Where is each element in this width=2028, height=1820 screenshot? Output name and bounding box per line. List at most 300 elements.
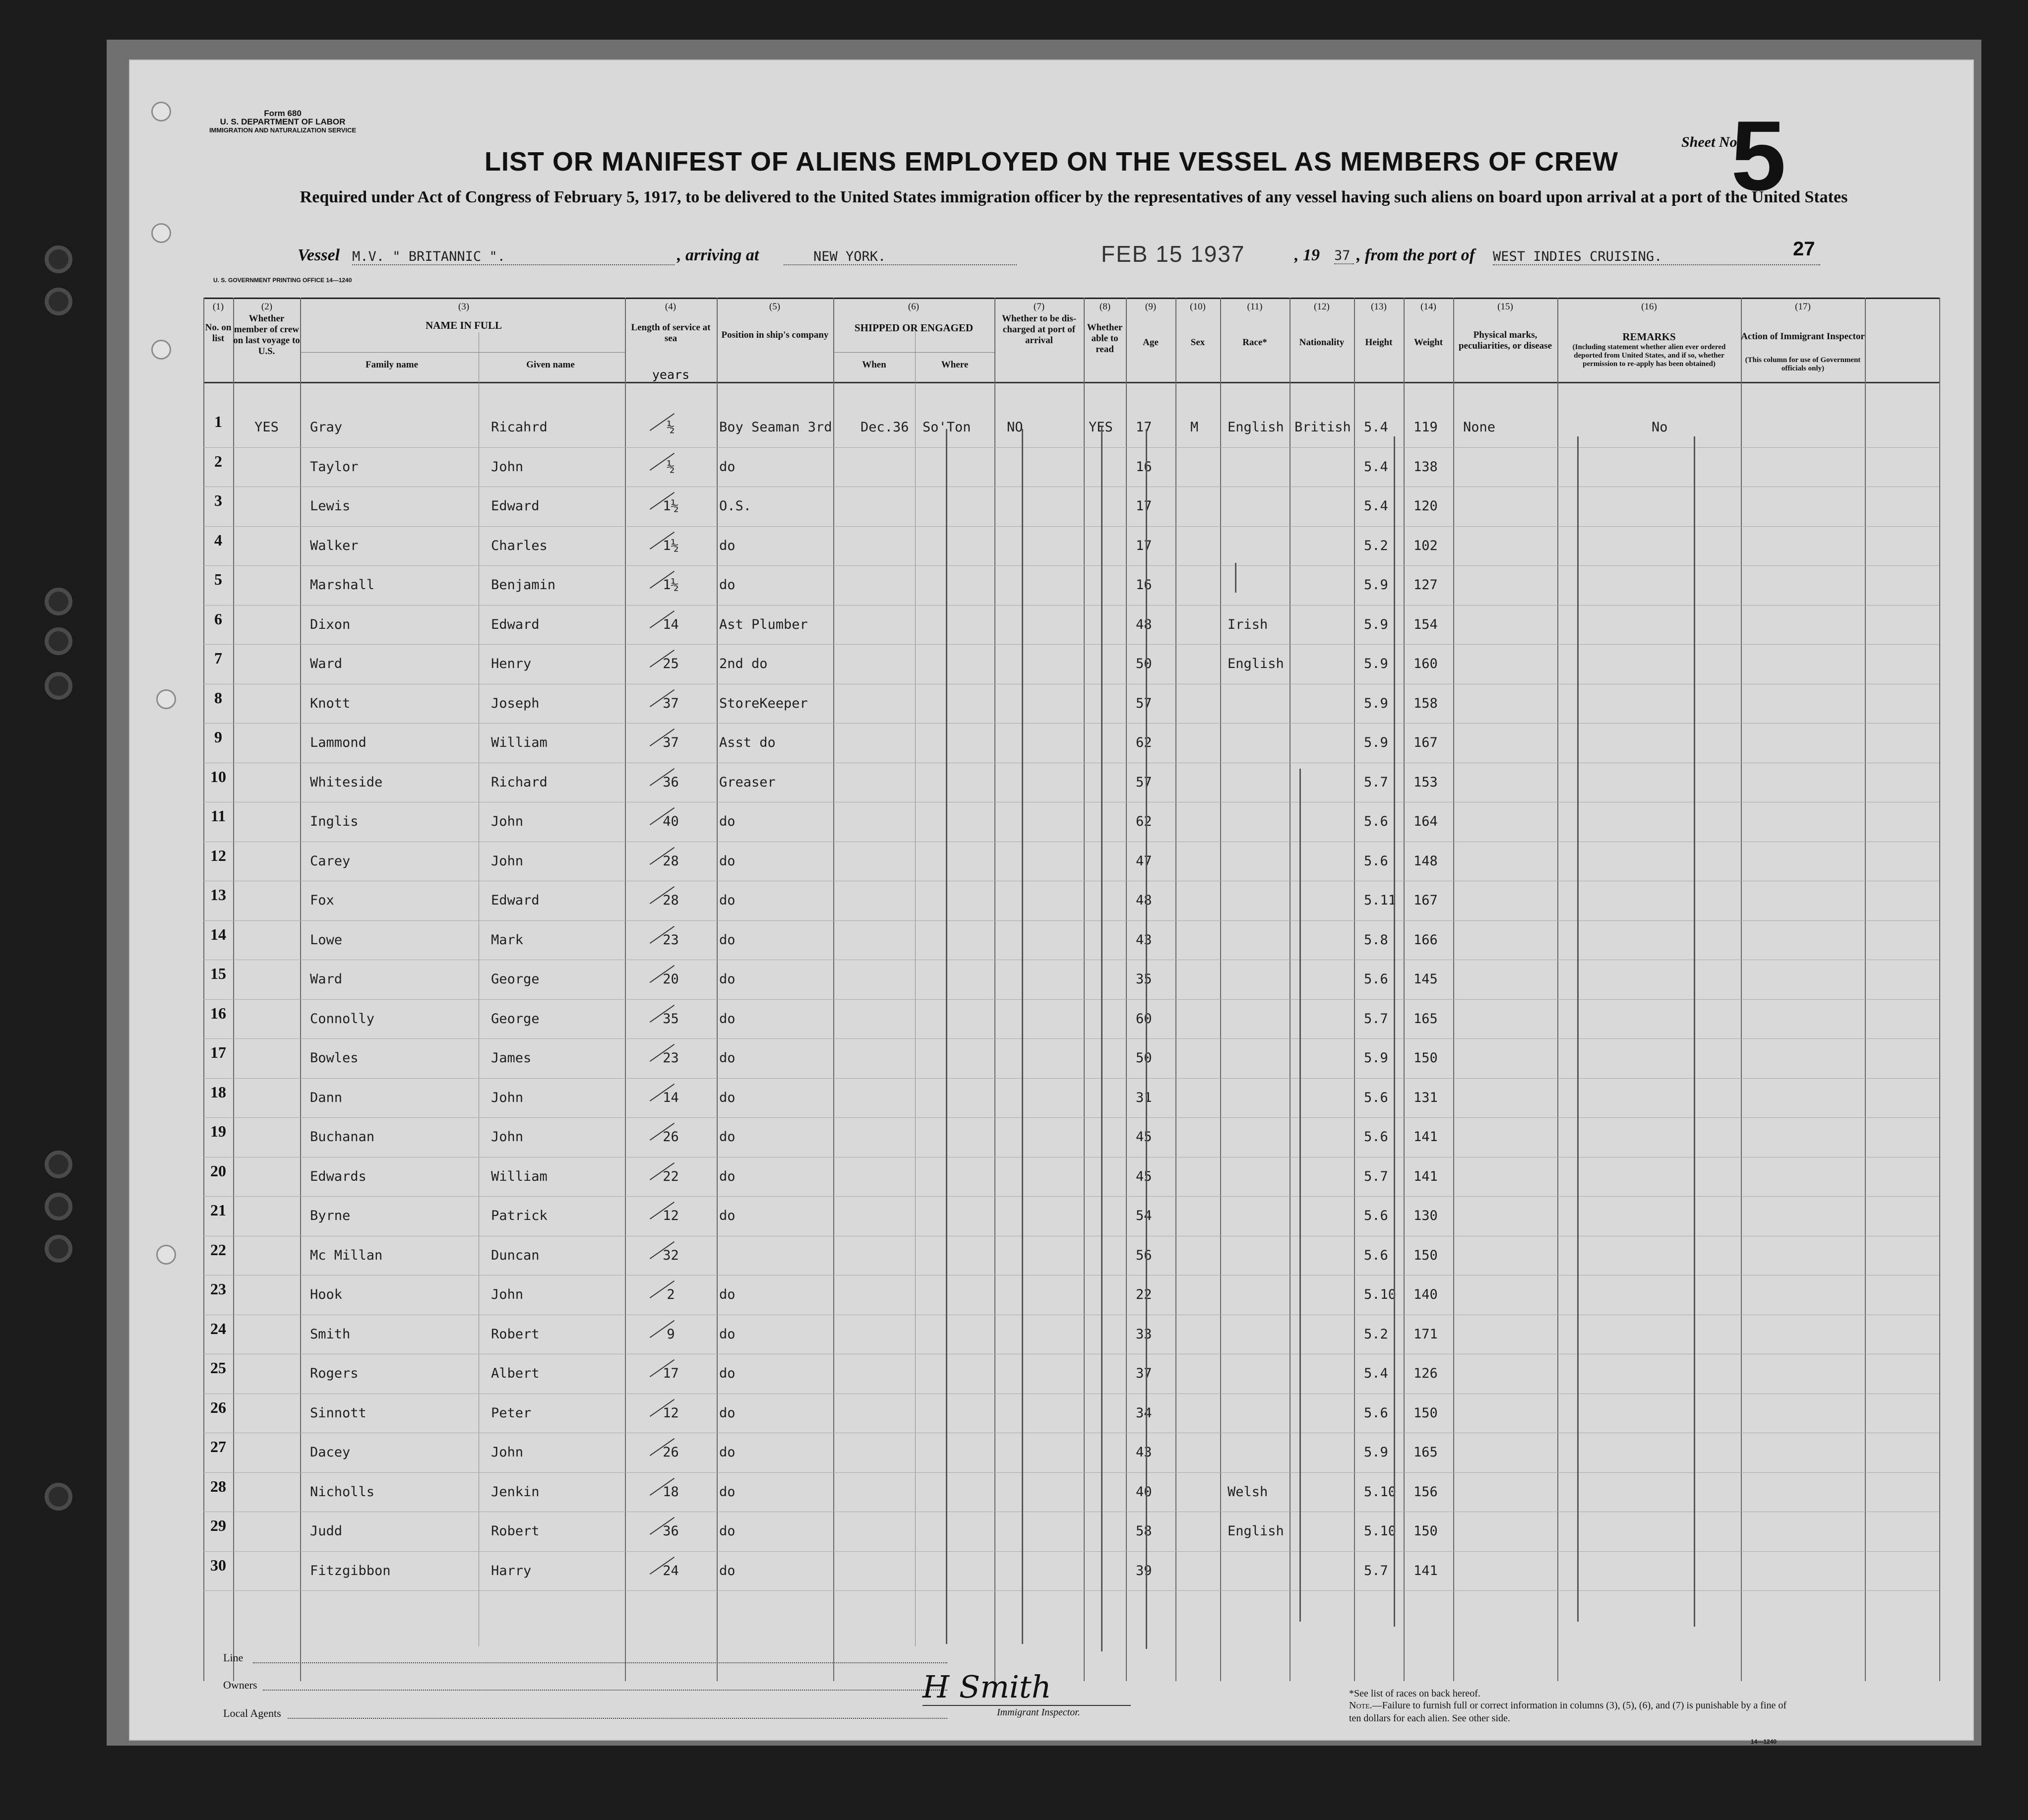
cell-family: Ward (310, 971, 343, 987)
cell-sex: M (1190, 420, 1199, 435)
cell-service: 24 (663, 1563, 679, 1578)
cell-given: Benjamin (491, 577, 556, 593)
cell-family: Mc Millan (310, 1247, 383, 1263)
header-subrule (300, 352, 625, 353)
cell-service: 1½ (663, 538, 679, 553)
header-c4-unit: years (652, 367, 690, 382)
cell-given: Joseph (491, 695, 540, 711)
row-number: 4 (214, 531, 222, 549)
header-c3: NAME IN FULL (425, 319, 502, 331)
column-number: (17) (1795, 302, 1811, 312)
cell-given: William (491, 1168, 548, 1184)
cell-where: So'Ton (922, 420, 971, 435)
column-number: (5) (769, 302, 781, 312)
cell-family: Knott (310, 695, 351, 711)
cell-age: 57 (1136, 695, 1152, 711)
cell-position: do (719, 1326, 736, 1342)
cell-given: Charles (491, 538, 548, 553)
cell-position: do (719, 814, 736, 829)
table-row (129, 649, 1974, 689)
cell-weight: 167 (1413, 735, 1438, 750)
row-number: 13 (210, 886, 226, 904)
cell-height: 5.9 (1364, 616, 1388, 632)
table-row (129, 1438, 1974, 1477)
cell-age: 37 (1136, 1366, 1152, 1381)
row-number: 29 (210, 1517, 226, 1534)
table-row (129, 768, 1974, 807)
cell-service: ½ (667, 459, 675, 475)
cell-given: Mark (491, 932, 524, 948)
cell-age: 60 (1136, 1011, 1152, 1027)
page-subtitle: Required under Act of Congress of February 5, 1917, to be delivered to the United States immigration officer by the representatives of any vessel having such aliens on board upon arrival at a port of the United States (300, 188, 1848, 206)
cell-when: Dec.36 (860, 420, 909, 435)
row-number: 8 (214, 688, 222, 707)
cell-weight: 150 (1413, 1247, 1438, 1263)
cell-service: 1½ (663, 498, 679, 514)
cell-service: 25 (663, 656, 679, 671)
header-c9: Age (1143, 337, 1159, 348)
cell-race: Irish (1228, 616, 1268, 632)
cell-family: Connolly (310, 1011, 375, 1027)
cell-given: Henry (491, 656, 532, 671)
cell-weight: 150 (1413, 1405, 1438, 1421)
cell-race: English (1228, 420, 1284, 435)
cell-height: 5.9 (1364, 1445, 1388, 1460)
cell-given: John (491, 1090, 524, 1105)
cell-given: Duncan (491, 1247, 540, 1263)
cell-service: 23 (663, 1050, 679, 1066)
cell-weight: 102 (1413, 538, 1438, 553)
cell-family: Dacey (310, 1445, 351, 1460)
cell-weight: 165 (1413, 1445, 1438, 1460)
arrival-port: NEW YORK. (784, 249, 1017, 265)
cell-age: 45 (1136, 1129, 1152, 1145)
cell-weight: 156 (1413, 1484, 1438, 1500)
form-number: Form 680 (264, 109, 302, 118)
ditto-line (1022, 429, 1023, 1644)
cell-weight: 127 (1413, 577, 1438, 593)
column-number: (13) (1371, 302, 1387, 312)
cell-family: Bowles (310, 1050, 359, 1066)
cell-marks: None (1463, 420, 1496, 435)
note-label: Note. (1349, 1700, 1372, 1711)
cell-weight: 165 (1413, 1011, 1438, 1027)
cell-age: 40 (1136, 1484, 1152, 1500)
cell-family: Judd (310, 1523, 343, 1539)
header-c2: Whether member of crew on last voyage to U.S. (233, 313, 300, 357)
cell-position: do (719, 459, 736, 475)
cell-height: 5.6 (1364, 1129, 1388, 1145)
races-note: *See list of races on back hereof. (1349, 1688, 1480, 1699)
table-row (129, 1359, 1974, 1398)
row-number: 18 (210, 1083, 226, 1101)
table-row (129, 1043, 1974, 1083)
table-row (129, 1477, 1974, 1517)
cell-given: George (491, 1011, 540, 1027)
cell-age: 16 (1136, 459, 1152, 475)
sheet-number-label: Sheet No. (1681, 134, 1741, 150)
table-row (129, 965, 1974, 1004)
cell-height: 5.4 (1364, 420, 1388, 435)
line-field (253, 1662, 947, 1663)
row-number: 2 (214, 452, 222, 470)
cell-height: 5.9 (1364, 577, 1388, 593)
row-number: 6 (214, 609, 222, 628)
cell-height: 5.6 (1364, 1208, 1388, 1223)
cell-family: Whiteside (310, 774, 383, 790)
cell-height: 5.11 (1364, 893, 1397, 908)
row-number: 16 (210, 1004, 226, 1022)
row-number: 1 (214, 413, 222, 430)
cell-age: 54 (1136, 1208, 1152, 1223)
header-c3b: Given name (526, 360, 575, 370)
table-row (129, 1004, 1974, 1044)
page-title: LIST OR MANIFEST OF ALIENS EMPLOYED ON THE VESSEL AS MEMBERS OF CREW (484, 147, 1619, 177)
table-row (129, 413, 1974, 452)
cell-position: do (719, 1050, 736, 1066)
owners-label: Owners (223, 1679, 257, 1691)
cell-service: 12 (663, 1405, 679, 1421)
row-number: 15 (210, 965, 226, 982)
cell-given: John (491, 1445, 524, 1460)
header-c6a: When (862, 360, 886, 370)
cell-height: 5.6 (1364, 814, 1388, 829)
cell-height: 5.6 (1364, 1405, 1388, 1421)
fine-note (1349, 1699, 1795, 1725)
table-row (129, 452, 1974, 492)
column-number: (3) (458, 302, 470, 312)
cell-weight: 154 (1413, 616, 1438, 632)
cell-service: 40 (663, 814, 679, 829)
cell-weight: 150 (1413, 1523, 1438, 1539)
column-number: (16) (1641, 302, 1657, 312)
column-number: (11) (1247, 302, 1263, 312)
cell-service: 26 (663, 1129, 679, 1145)
cell-weight: 166 (1413, 932, 1438, 948)
cell-weight: 131 (1413, 1090, 1438, 1105)
cell-discharged: NO (1007, 420, 1023, 435)
cell-given: Robert (491, 1326, 540, 1342)
cell-position: Asst do (719, 735, 776, 750)
cell-position: do (719, 893, 736, 908)
cell-position: do (719, 1445, 736, 1460)
cell-family: Ward (310, 656, 343, 671)
cell-height: 5.10 (1364, 1523, 1397, 1539)
binder-ring (45, 1235, 72, 1263)
column-number: (14) (1420, 302, 1436, 312)
print-code: 14—1240 (1751, 1738, 1777, 1745)
vessel-line (298, 243, 1785, 273)
cell-service: 37 (663, 735, 679, 750)
printing-office-line: U. S. GOVERNMENT PRINTING OFFICE 14—1240 (213, 277, 352, 284)
cell-position: 2nd do (719, 656, 768, 671)
header-c11: Race* (1242, 337, 1267, 348)
cell-given: Edward (491, 616, 540, 632)
cell-position: do (719, 1563, 736, 1578)
cell-given: William (491, 735, 548, 750)
cell-service: 18 (663, 1484, 679, 1500)
cell-age: 22 (1136, 1287, 1152, 1302)
cell-position: Boy Seaman 3rd (719, 420, 832, 435)
cell-given: James (491, 1050, 532, 1066)
cell-last: YES (254, 420, 279, 435)
cell-height: 5.9 (1364, 735, 1388, 750)
cell-family: Walker (310, 538, 359, 553)
cell-age: 35 (1136, 971, 1152, 987)
header-c17-note: (This column for use of Government officials only) (1745, 356, 1861, 372)
column-number: (4) (665, 302, 676, 312)
cell-given: John (491, 1129, 524, 1145)
cell-family: Taylor (310, 459, 359, 475)
table-row (129, 728, 1974, 768)
manifest-sheet (129, 60, 1974, 1745)
cell-service: 37 (663, 695, 679, 711)
cell-race: English (1228, 656, 1284, 671)
row-number: 12 (210, 846, 226, 864)
cell-family: Marshall (310, 577, 375, 593)
table-row (129, 1083, 1974, 1123)
row-number: 21 (210, 1201, 226, 1219)
column-number: (9) (1145, 302, 1157, 312)
punch-hole (151, 102, 171, 121)
cell-position: do (719, 932, 736, 948)
row-number: 22 (210, 1240, 226, 1259)
signature-rule (922, 1705, 1131, 1706)
cell-position: do (719, 538, 736, 553)
binder-ring (45, 627, 72, 655)
cell-family: Fox (310, 893, 334, 908)
binder-ring (45, 245, 72, 273)
inspector-label: Immigrant Inspector. (997, 1707, 1080, 1718)
cell-height: 5.6 (1364, 1090, 1388, 1105)
cell-given: Edward (491, 498, 540, 514)
cell-weight: 126 (1413, 1366, 1438, 1381)
cell-service: 12 (663, 1208, 679, 1223)
row-number: 24 (210, 1319, 226, 1337)
cell-read: YES (1089, 420, 1113, 435)
cell-service: 35 (663, 1011, 679, 1027)
cell-family: Hook (310, 1287, 343, 1302)
cell-service: 14 (663, 616, 679, 632)
cell-height: 5.7 (1364, 1168, 1388, 1184)
header-c6: SHIPPED OR ENGAGED (854, 322, 974, 334)
table-row (129, 1320, 1974, 1359)
cell-height: 5.2 (1364, 538, 1388, 553)
ditto-line (1101, 426, 1103, 1651)
cell-weight: 150 (1413, 1050, 1438, 1066)
cell-age: 16 (1136, 577, 1152, 593)
cell-nationality: British (1294, 420, 1351, 435)
column-number: (10) (1190, 302, 1206, 312)
header-c17: Action of Immigrant Inspector (1741, 331, 1865, 342)
cell-weight: 164 (1413, 814, 1438, 829)
column-number: (7) (1033, 302, 1045, 312)
header-c16: REMARKS (1622, 331, 1676, 343)
cell-given: Harry (491, 1563, 532, 1578)
table-row (129, 1162, 1974, 1202)
cell-position: do (719, 1208, 736, 1223)
cell-given: Edward (491, 893, 540, 908)
ditto-line (1394, 436, 1395, 1627)
cell-service: 28 (663, 853, 679, 869)
cell-height: 5.4 (1364, 1366, 1388, 1381)
cell-family: Lowe (310, 932, 343, 948)
agents-field (288, 1718, 947, 1719)
binder-ring (45, 588, 72, 615)
binder-ring (45, 288, 72, 315)
column-number: (6) (908, 302, 920, 312)
cell-position: do (719, 1366, 736, 1381)
cell-age: 50 (1136, 656, 1152, 671)
cell-age: 34 (1136, 1405, 1152, 1421)
row-number: 27 (210, 1438, 226, 1456)
cell-weight: 130 (1413, 1208, 1438, 1223)
cell-family: Gray (310, 420, 343, 435)
cell-given: George (491, 971, 540, 987)
cell-given: Patrick (491, 1208, 548, 1223)
arrival-date-stamp: FEB 15 1937 (1101, 241, 1245, 267)
cell-given: Ricahrd (491, 420, 548, 435)
cell-service: 26 (663, 1445, 679, 1460)
arriving-label: , arriving at (677, 246, 759, 264)
cell-given: Jenkin (491, 1484, 540, 1500)
cell-position: do (719, 971, 736, 987)
ditto-line (1694, 436, 1695, 1627)
cell-weight: 141 (1413, 1168, 1438, 1184)
cell-position: do (719, 1168, 736, 1184)
cell-given: Richard (491, 774, 548, 790)
cell-service: 9 (667, 1326, 675, 1342)
cell-position: StoreKeeper (719, 695, 808, 711)
cell-family: Edwards (310, 1168, 367, 1184)
row-number: 26 (210, 1398, 226, 1416)
cell-weight: 140 (1413, 1287, 1438, 1302)
header-c6b: Where (941, 360, 969, 370)
cell-service: ½ (667, 420, 675, 435)
binder-ring (45, 1151, 72, 1178)
cell-age: 45 (1136, 1168, 1152, 1184)
vessel-name: M.V. " BRITANNIC ". (352, 249, 675, 265)
line-label: Line (223, 1651, 244, 1664)
header-c10: Sex (1190, 337, 1205, 348)
cell-given: Robert (491, 1523, 540, 1539)
cell-position: do (719, 1129, 736, 1145)
cell-age: 17 (1136, 498, 1152, 514)
cell-position: do (719, 1090, 736, 1105)
cell-weight: 141 (1413, 1563, 1438, 1578)
cell-age: 33 (1136, 1326, 1152, 1342)
header-c1: No. on list (205, 322, 232, 344)
cell-age: 39 (1136, 1563, 1152, 1578)
cell-family: Rogers (310, 1366, 359, 1381)
header-c14: Weight (1413, 337, 1443, 348)
cell-service: 17 (663, 1366, 679, 1381)
cell-given: Albert (491, 1366, 540, 1381)
cell-age: 62 (1136, 735, 1152, 750)
column-number: (8) (1099, 302, 1111, 312)
table-row (129, 531, 1974, 571)
cell-age: 50 (1136, 1050, 1152, 1066)
row-number: 28 (210, 1477, 226, 1495)
cell-service: 36 (663, 1523, 679, 1539)
cell-given: John (491, 459, 524, 475)
header-c8: Whether able to read (1087, 322, 1123, 355)
cell-family: Dixon (310, 616, 351, 632)
owners-field (263, 1690, 947, 1691)
cell-service: 36 (663, 774, 679, 790)
cell-service: 32 (663, 1247, 679, 1263)
cell-family: Inglis (310, 814, 359, 829)
sheet-number: 5 (1731, 101, 1786, 211)
cell-given: John (491, 1287, 524, 1302)
cell-age: 58 (1136, 1523, 1152, 1539)
cell-family: Fitzgibbon (310, 1563, 391, 1578)
ditto-line (1577, 436, 1579, 1622)
cell-weight: 120 (1413, 498, 1438, 514)
column-number: (12) (1314, 302, 1330, 312)
cell-weight: 141 (1413, 1129, 1438, 1145)
header-rule (203, 382, 1939, 383)
row-number: 7 (214, 649, 222, 667)
header-c3a: Family name (365, 360, 419, 370)
punch-hole (151, 223, 171, 243)
cell-position: do (719, 853, 736, 869)
cell-height: 5.4 (1364, 459, 1388, 475)
row-number: 20 (210, 1161, 226, 1180)
cell-weight: 119 (1413, 420, 1438, 435)
cell-age: 56 (1136, 1247, 1152, 1263)
cell-height: 5.7 (1364, 774, 1388, 790)
agents-label: Local Agents (223, 1707, 281, 1719)
column-number: (15) (1497, 302, 1513, 312)
header-c4: Length of service at sea (631, 322, 711, 344)
table-row (129, 847, 1974, 886)
column-number: (1) (212, 302, 224, 312)
cell-height: 5.9 (1364, 695, 1388, 711)
cell-race: Welsh (1228, 1484, 1268, 1500)
cell-height: 5.6 (1364, 1247, 1388, 1263)
cell-family: Carey (310, 853, 351, 869)
cell-height: 5.6 (1364, 853, 1388, 869)
cell-age: 47 (1136, 853, 1152, 869)
cell-family: Sinnott (310, 1405, 367, 1421)
cell-height: 5.6 (1364, 971, 1388, 987)
cell-age: 43 (1136, 932, 1152, 948)
row-number: 9 (214, 728, 222, 746)
table-row (129, 1122, 1974, 1162)
binder-ring (45, 672, 72, 700)
from-port-label: , from the port of (1356, 246, 1475, 264)
cell-weight: 145 (1413, 971, 1438, 987)
row-number: 3 (214, 491, 222, 509)
cell-family: Byrne (310, 1208, 351, 1223)
row-number: 11 (210, 807, 226, 825)
cell-weight: 158 (1413, 695, 1438, 711)
cell-given: Peter (491, 1405, 532, 1421)
cell-weight: 138 (1413, 459, 1438, 475)
binder-ring (45, 1483, 72, 1511)
table-row (129, 689, 1974, 728)
table-row (129, 1201, 1974, 1241)
cell-given: John (491, 814, 524, 829)
cell-family: Smith (310, 1326, 351, 1342)
cell-weight: 153 (1413, 774, 1438, 790)
cell-race: English (1228, 1523, 1284, 1539)
table-row (129, 1398, 1974, 1438)
cell-family: Nicholls (310, 1484, 375, 1500)
year-value: 37 (1334, 248, 1354, 264)
header-c7: Whether to be dis-charged at port of arrival (1001, 313, 1077, 346)
